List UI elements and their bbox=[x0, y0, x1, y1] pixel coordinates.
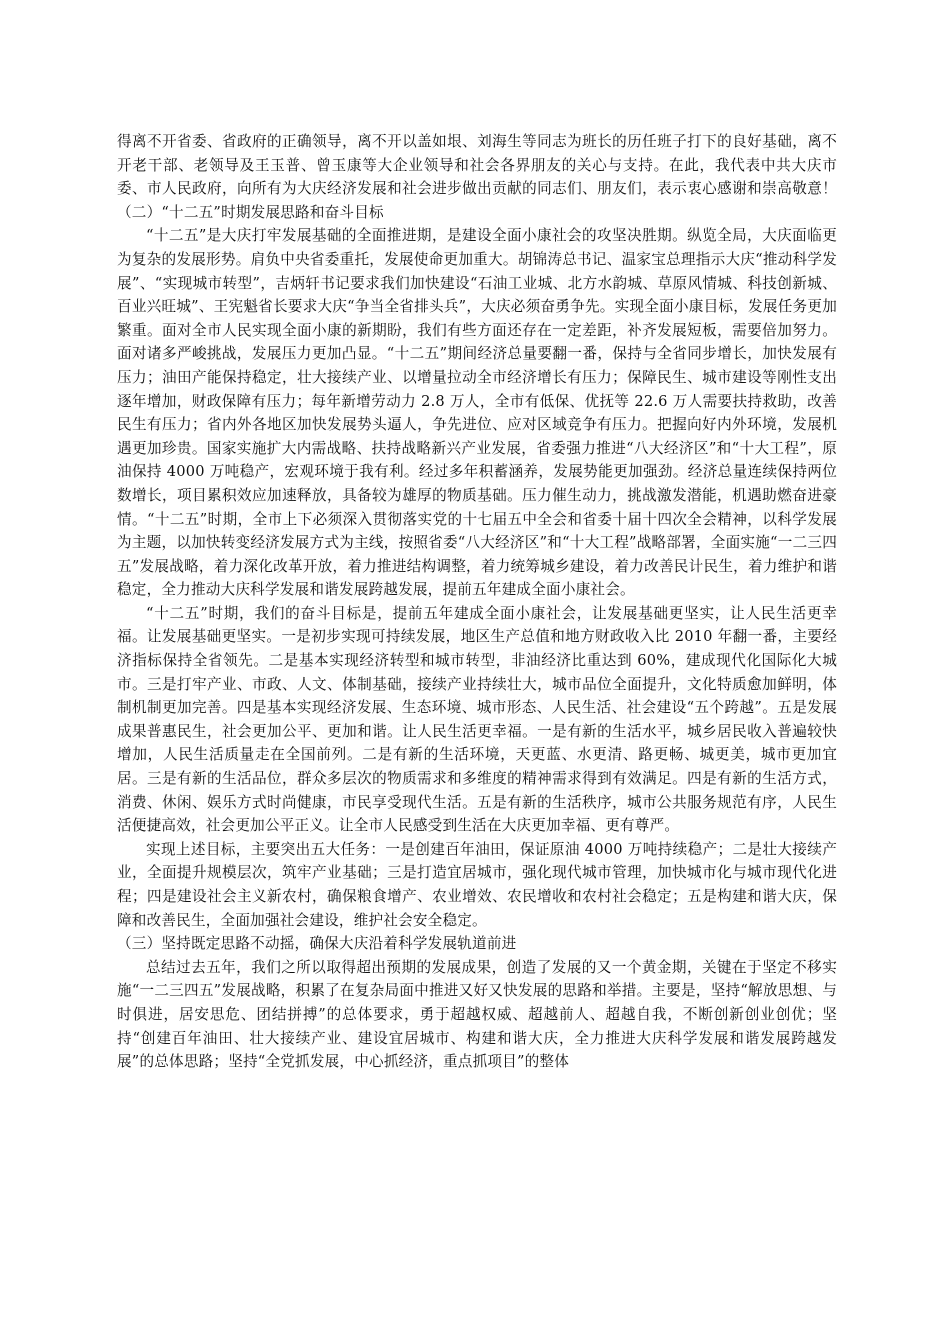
paragraph-4: 实现上述目标，主要突出五大任务：一是创建百年油田，保证原油 4000 万吨持续稳产；二是壮大接续产业，全面提升规模层次，筑牢产业基础；三是打造宜居城市，强化现代城市管理，加快城市化与城市现代化进程；四是建设社会主义新农村，确保粮食增产、农业增效、农民增收和农村社会稳定；五是构建和谐大庆，保障和改善民生，全面加强社会建设，维护社会安全稳定。 bbox=[117, 840, 837, 929]
paragraph-2: “十二五”是大庆打牢发展基础的全面推进期，是建设全面小康社会的攻坚决胜期。纵览全局，大庆面临更为复杂的发展形势。肩负中央省委重托，发展使命更加重大。胡锦涛总书记、温家宝总理指示大庆“推动科学发展”、“实现城市转型”，吉炳轩书记要求我们加快建设“石油工业城、北方水韵城、草原风情城、科技创新城、百业兴旺城”、王宪魁省长要求大庆“争当全省排头兵”，大庆必须奋勇争先。实现全面小康目标，发展任务更加繁重。面对全市人民实现全面小康的新期盼，我们有些方面还存在一定差距，补齐发展短板，需要倍加努力。面对诸多严峻挑战，发展压力更加凸显。“十二五”期间经济总量要翻一番，保持与全省同步增长，加快发展有压力；油田产能保持稳定，壮大接续产业、以增量拉动全市经济增长有压力；保障民生、城市建设等刚性支出逐年增加，财政保障有压力；每年新增劳动力 2.8 万人，全市有低保、优抚等 22.6 万人需要扶持救助，改善民生有压力；省内外各地区加快发展势头逼人，争先进位、应对区域竞争有压力。把握向好内外环境，发展机遇更加珍贵。国家实施扩大内需战略、扶持战略新兴产业发展，省委强力推进“八大经济区”和“十大工程”，原油保持 4000 万吨稳产，宏观环境于我有利。经过多年积蓄涵养，发展势能更加强劲。经济总量连续保持两位数增长，项目累积效应加速释放，具备较为雄厚的物质基础。压力催生动力，挑战激发潜能，机遇助燃奋进豪情。“十二五”时期，全市上下必须深入贯彻落实党的十七届五中全会和省委十届十四次全会精神，以科学发展为主题，以加快转变经济发展方式为主线，按照省委“八大经济区”和“十大工程”战略部署，全面实施“一二三四五”发展战略，着力深化改革开放，着力推进结构调整，着力统筹城乡建设，着力改善民计民生，着力维护和谐稳定，全力推动大庆科学发展和谐发展跨越发展，提前五年建成全面小康社会。 bbox=[117, 227, 837, 599]
paragraph-1: 得离不开省委、省政府的正确领导，离不开以盖如垠、刘海生等同志为班长的历任班子打下的良好基础，离不开老干部、老领导及王玉普、曾玉康等大企业领导和社会各界朋友的关心与支持。在此，我代表中共大庆市委、市人民政府，向所有为大庆经济发展和社会进步做出贡献的同志们、朋友们，表示衷心感谢和崇高敬意！ （二）“十二五”时期发展思路和奋斗目标 bbox=[117, 133, 837, 221]
document-page bbox=[117, 130, 837, 1074]
paragraph-3: “十二五”时期，我们的奋斗目标是，提前五年建成全面小康社会，让发展基础更坚实，让人民生活更幸福。让发展基础更坚实。一是初步实现可持续发展，地区生产总值和地方财政收入比 2010 年翻一番，主要经济指标保持全省领先。二是基本实现经济转型和城市转型，非油经济比重达到 60%，建成现代化国际化大城市。三是打牢产业、市政、人文、体制基础，接续产业持续壮大，城市品位全面提升，文化特质愈加鲜明，体制机制更加完善。四是基本实现经济发展、生态环境、城市形态、人民生活、社会建设“五个跨越”。五是发展成果普惠民生，社会更加公平、更加和谐。让人民生活更幸福。一是有新的生活水平，城乡居民收入普遍较快增加，人民生活质量走在全国前列。二是有新的生活环境，天更蓝、水更清、路更畅、城更美，城市更加宜居。三是有新的生活品位，群众多层次的物质需求和多维度的精神需求得到有效满足。四是有新的生活方式，消费、休闲、娱乐方式时尚健康，市民享受现代生活。五是有新的生活秩序，城市公共服务规范有序，人民生活便捷高效，社会更加公平正义。让全市人民感受到生活在大庆更加幸福、更有尊严。 bbox=[117, 604, 837, 835]
paragraph-5: 总结过去五年，我们之所以取得超出预期的发展成果，创造了发展的又一个黄金期，关键在于坚定不移实施“一二三四五”发展战略，积累了在复杂局面中推进又好又快发展的思路和举措。主要是，坚持“解放思想、与时俱进，居安思危、团结拼搏”的总体要求，勇于超越权威、超越前人、超越自我，不断创新创业创优；坚持“创建百年油田、壮大接续产业、建设宜居城市、构建和谐大庆，全力推进大庆科学发展和谐发展跨越发展”的总体思路；坚持“全党抓发展，中心抓经济，重点抓项目”的整体 bbox=[117, 958, 837, 1071]
section-heading-3: （三）坚持既定思路不动摇，确保大庆沿着科学发展轨道前进 bbox=[117, 935, 517, 953]
